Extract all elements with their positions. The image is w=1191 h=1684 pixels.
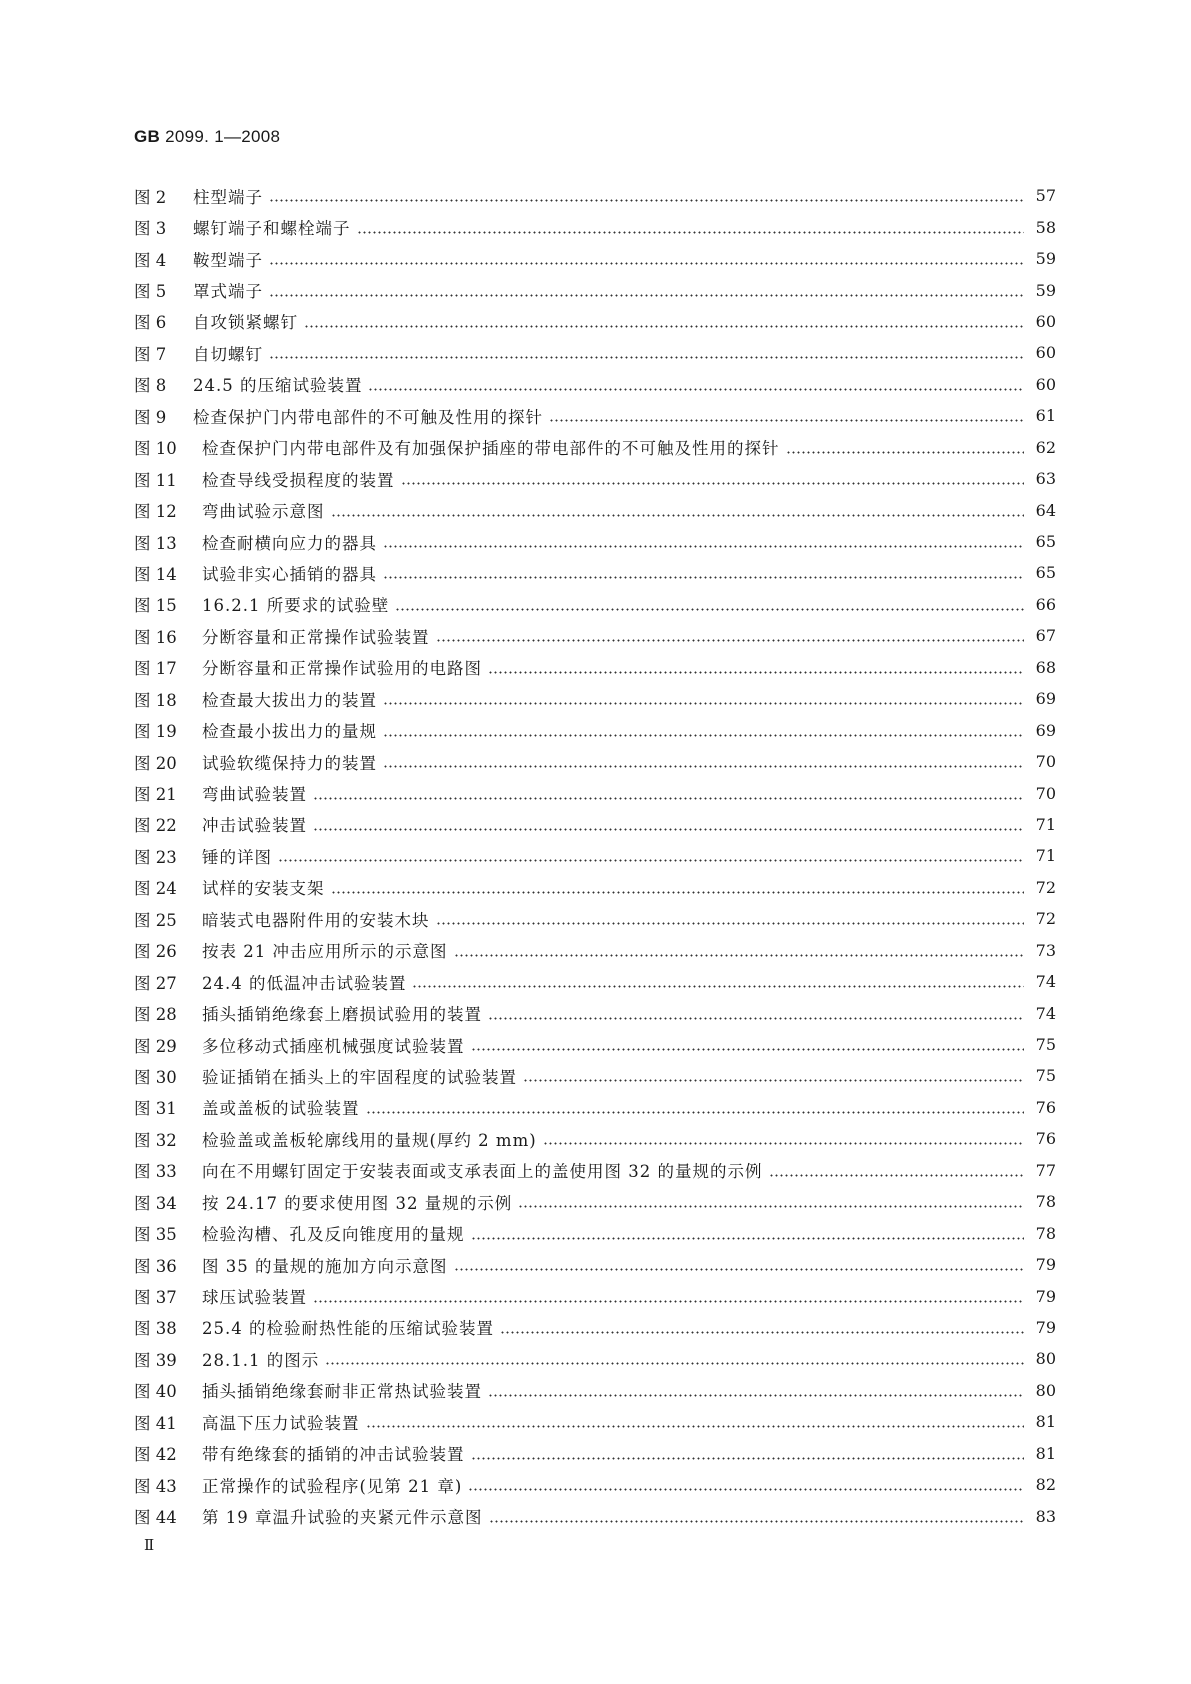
dot-leader: [488, 1394, 1024, 1397]
figure-number: 图 11: [134, 470, 177, 490]
figure-number: 图 27: [134, 973, 177, 993]
page-number: 69: [1035, 689, 1056, 709]
toc-entry[interactable]: [134, 211, 1056, 242]
figure-number: 图 41: [134, 1413, 177, 1433]
page-number: 70: [1035, 752, 1056, 772]
figure-title: 检查最大拔出力的装置: [202, 690, 377, 710]
figure-title: 第 19 章温升试验的夹紧元件示意图: [202, 1508, 483, 1528]
figure-title: 试验软缆保持力的装置: [202, 753, 377, 773]
page-number: 81: [1035, 1412, 1056, 1432]
figure-number: 图 31: [134, 1099, 177, 1119]
page-number: 61: [1035, 406, 1056, 426]
dot-leader: [436, 922, 1025, 925]
page-number: 79: [1035, 1286, 1056, 1306]
figure-title: 锤的详图: [202, 847, 272, 867]
figure-title: 24.4 的低温冲击试验装置: [202, 973, 407, 993]
page-number: 71: [1035, 846, 1056, 866]
toc-entry[interactable]: [134, 306, 1056, 337]
figure-title: 检查保护门内带电部件及有加强保护插座的带电部件的不可触及性用的探针: [202, 439, 780, 459]
figure-number: 图 36: [134, 1256, 177, 1276]
figure-number: 图 14: [134, 564, 177, 584]
dot-leader: [471, 1457, 1025, 1460]
toc-entry[interactable]: [134, 966, 1056, 997]
figure-title: 试验非实心插销的器具: [202, 564, 377, 584]
page-number: 76: [1035, 1097, 1056, 1117]
dot-leader: [769, 1174, 1025, 1177]
dot-leader: [366, 1425, 1025, 1428]
page-number: 83: [1035, 1506, 1056, 1526]
figure-number: 图 30: [134, 1067, 177, 1087]
figure-number: 图 21: [134, 785, 177, 805]
figure-title: 自攻锁紧螺钉: [193, 313, 298, 333]
toc-entry[interactable]: [134, 463, 1056, 494]
page-number: 69: [1035, 720, 1056, 740]
toc-entry[interactable]: [134, 620, 1056, 651]
figure-number: 图 37: [134, 1288, 177, 1308]
figure-number: 图 25: [134, 910, 177, 930]
page-number: 82: [1035, 1475, 1056, 1495]
figure-title: 检查最小拔出力的量规: [202, 722, 377, 742]
page-number: 67: [1035, 626, 1056, 646]
figure-title: 暗装式电器附件用的安装木块: [202, 910, 430, 930]
toc-entry[interactable]: [134, 1375, 1056, 1406]
figure-title: 检查导线受损程度的装置: [202, 470, 395, 490]
figure-number: 图 3: [134, 219, 167, 239]
page-number: 71: [1035, 814, 1056, 834]
dot-leader: [357, 231, 1025, 234]
dot-leader: [401, 482, 1025, 485]
toc-entry[interactable]: [134, 432, 1056, 463]
toc-entry[interactable]: [134, 494, 1056, 525]
toc-entry[interactable]: [134, 1186, 1056, 1217]
toc-entry[interactable]: [134, 1123, 1056, 1154]
toc-entry[interactable]: [134, 1469, 1056, 1500]
page-number: 66: [1035, 594, 1056, 614]
page-number: 65: [1035, 532, 1056, 552]
figure-number: 图 28: [134, 1005, 177, 1025]
toc-entry[interactable]: [134, 903, 1056, 934]
figure-title: 验证插销在插头上的牢固程度的试验装置: [202, 1067, 517, 1087]
figure-title: 鞍型端子: [193, 250, 263, 270]
figure-title: 弯曲试验装置: [202, 785, 307, 805]
dot-leader: [523, 1079, 1024, 1082]
figure-list: [134, 180, 1056, 1532]
figure-title: 按表 21 冲击应用所示的示意图: [202, 942, 448, 962]
toc-entry[interactable]: [134, 1343, 1056, 1374]
page-number: 77: [1035, 1160, 1056, 1180]
page-number: 58: [1035, 217, 1056, 237]
page-number: 72: [1035, 877, 1056, 897]
toc-entry[interactable]: [134, 777, 1056, 808]
figure-title: 弯曲试验示意图: [202, 502, 325, 522]
dot-leader: [366, 1111, 1025, 1114]
figure-title: 向在不用螺钉固定于安装表面或支承表面上的盖使用图 32 的量规的示例: [202, 1162, 763, 1182]
dot-leader: [383, 765, 1024, 768]
dot-leader: [488, 671, 1024, 674]
figure-title: 图 35 的量规的施加方向示意图: [202, 1256, 448, 1276]
toc-entry[interactable]: [134, 1249, 1056, 1280]
figure-title: 插头插销绝缘套耐非正常热试验装置: [202, 1382, 482, 1402]
figure-number: 图 44: [134, 1508, 177, 1528]
toc-entry[interactable]: [134, 589, 1056, 620]
dot-leader: [383, 576, 1024, 579]
figure-number: 图 4: [134, 250, 167, 270]
figure-number: 图 32: [134, 1130, 177, 1150]
figure-number: 图 10: [134, 439, 177, 459]
figure-number: 图 43: [134, 1476, 177, 1496]
figure-number: 图 9: [134, 407, 167, 427]
toc-entry[interactable]: [134, 180, 1056, 211]
dot-leader: [313, 797, 1024, 800]
page-number: 75: [1035, 1066, 1056, 1086]
figure-title: 插头插销绝缘套上磨损试验用的装置: [202, 1005, 482, 1025]
toc-entry[interactable]: [134, 400, 1056, 431]
toc-entry[interactable]: [134, 1280, 1056, 1311]
page-number: 75: [1035, 1035, 1056, 1055]
figure-title: 多位移动式插座机械强度试验装置: [202, 1036, 465, 1056]
page-number: 74: [1035, 972, 1056, 992]
page-number: 65: [1035, 563, 1056, 583]
figure-number: 图 38: [134, 1319, 177, 1339]
dot-leader: [313, 1300, 1024, 1303]
figure-title: 检验沟槽、孔及反向锥度用的量规: [202, 1225, 465, 1245]
figure-number: 图 42: [134, 1445, 177, 1465]
toc-entry[interactable]: [134, 274, 1056, 305]
figure-title: 检查耐横向应力的器具: [202, 533, 377, 553]
page-number: 72: [1035, 909, 1056, 929]
dot-leader: [269, 294, 1024, 297]
figure-title: 28.1.1 的图示: [202, 1350, 320, 1370]
standard-prefix: GB: [134, 127, 161, 146]
toc-entry[interactable]: [134, 369, 1056, 400]
page-number: 60: [1035, 311, 1056, 331]
page-number: 70: [1035, 783, 1056, 803]
figure-number: 图 40: [134, 1382, 177, 1402]
figure-number: 图 19: [134, 722, 177, 742]
toc-entry[interactable]: [134, 652, 1056, 683]
figure-number: 图 29: [134, 1036, 177, 1056]
dot-leader: [395, 608, 1024, 611]
page-number: 80: [1035, 1380, 1056, 1400]
dot-leader: [368, 388, 1024, 391]
figure-title: 按 24.17 的要求使用图 32 量规的示例: [202, 1193, 513, 1213]
page-number-footer: Ⅱ: [144, 1536, 154, 1554]
figure-number: 图 23: [134, 847, 177, 867]
toc-entry[interactable]: [134, 337, 1056, 368]
figure-number: 图 26: [134, 942, 177, 962]
page-number: 59: [1035, 249, 1056, 269]
dot-leader: [518, 1205, 1024, 1208]
toc-entry[interactable]: [134, 1092, 1056, 1123]
figure-title: 盖或盖板的试验装置: [202, 1099, 360, 1119]
dot-leader: [436, 639, 1025, 642]
figure-number: 图 6: [134, 313, 167, 333]
figure-number: 图 16: [134, 627, 177, 647]
toc-entry[interactable]: [134, 1406, 1056, 1437]
page-number: 59: [1035, 280, 1056, 300]
figure-title: 分断容量和正常操作试验用的电路图: [202, 659, 482, 679]
figure-number: 图 8: [134, 376, 167, 396]
figure-title: 螺钉端子和螺栓端子: [193, 219, 351, 239]
toc-entry[interactable]: [134, 872, 1056, 903]
page-number: 76: [1035, 1129, 1056, 1149]
toc-entry[interactable]: [134, 243, 1056, 274]
toc-entry[interactable]: [134, 809, 1056, 840]
dot-leader: [269, 199, 1024, 202]
page-number: 80: [1035, 1349, 1056, 1369]
figure-title: 25.4 的检验耐热性能的压缩试验装置: [202, 1319, 494, 1339]
toc-entry[interactable]: [134, 746, 1056, 777]
standard-number: 2099. 1—2008: [160, 127, 281, 146]
figure-title: 球压试验装置: [202, 1288, 307, 1308]
dot-leader: [549, 419, 1024, 422]
toc-entry[interactable]: [134, 1155, 1056, 1186]
toc-entry[interactable]: [134, 1029, 1056, 1060]
figure-title: 检验盖或盖板轮廓线用的量规(厚约 2 mm): [202, 1130, 537, 1150]
figure-number: 图 22: [134, 816, 177, 836]
figure-number: 图 39: [134, 1350, 177, 1370]
dot-leader: [454, 1268, 1025, 1271]
toc-entry[interactable]: [134, 683, 1056, 714]
dot-leader: [488, 1017, 1024, 1020]
figure-title: 试样的安装支架: [202, 879, 325, 899]
figure-number: 图 34: [134, 1193, 177, 1213]
dot-leader: [471, 1237, 1025, 1240]
figure-number: 图 18: [134, 690, 177, 710]
dot-leader: [383, 734, 1024, 737]
page-number: 81: [1035, 1443, 1056, 1463]
dot-leader: [500, 1331, 1024, 1334]
page-number: 60: [1035, 343, 1056, 363]
figure-title: 检查保护门内带电部件的不可触及性用的探针: [193, 407, 543, 427]
page-number: 78: [1035, 1192, 1056, 1212]
dot-leader: [278, 859, 1024, 862]
figure-number: 图 7: [134, 344, 167, 364]
figure-number: 图 13: [134, 533, 177, 553]
figure-title: 带有绝缘套的插销的冲击试验装置: [202, 1445, 465, 1465]
toc-entry[interactable]: [134, 1438, 1056, 1469]
dot-leader: [383, 702, 1024, 705]
figure-number: 图 5: [134, 282, 167, 302]
page-number: 74: [1035, 1003, 1056, 1023]
dot-leader: [331, 891, 1025, 894]
toc-entry[interactable]: [134, 557, 1056, 588]
figure-title: 24.5 的压缩试验装置: [193, 376, 363, 396]
figure-title: 分断容量和正常操作试验装置: [202, 627, 430, 647]
figure-number: 图 17: [134, 659, 177, 679]
toc-entry[interactable]: [134, 1500, 1056, 1531]
page-number: 62: [1035, 437, 1056, 457]
toc-entry[interactable]: [134, 935, 1056, 966]
figure-number: 图 24: [134, 879, 177, 899]
dot-leader: [313, 828, 1024, 831]
page-number: 79: [1035, 1255, 1056, 1275]
page-number: 64: [1035, 500, 1056, 520]
dot-leader: [543, 1142, 1024, 1145]
figure-number: 图 33: [134, 1162, 177, 1182]
toc-entry[interactable]: [134, 840, 1056, 871]
page-number: 57: [1035, 186, 1056, 206]
figure-number: 图 20: [134, 753, 177, 773]
page-number: 60: [1035, 374, 1056, 394]
document-header: [134, 127, 280, 147]
dot-leader: [269, 356, 1024, 359]
figure-title: 罩式端子: [193, 282, 263, 302]
dot-leader: [454, 954, 1025, 957]
toc-entry[interactable]: [134, 1312, 1056, 1343]
figure-title: 冲击试验装置: [202, 816, 307, 836]
figure-number: 图 15: [134, 596, 177, 616]
figure-title: 16.2.1 所要求的试验壁: [202, 596, 390, 616]
figure-title: 正常操作的试验程序(见第 21 章): [202, 1476, 463, 1496]
page-number: 78: [1035, 1223, 1056, 1243]
dot-leader: [304, 325, 1024, 328]
dot-leader: [468, 1488, 1024, 1491]
figure-number: 图 2: [134, 187, 167, 207]
figure-title: 自切螺钉: [193, 344, 263, 364]
page-number: 73: [1035, 940, 1056, 960]
dot-leader: [269, 262, 1024, 265]
figure-title: 柱型端子: [193, 187, 263, 207]
toc-entry[interactable]: [134, 714, 1056, 745]
dot-leader: [786, 451, 1025, 454]
dot-leader: [325, 1362, 1024, 1365]
dot-leader: [383, 545, 1024, 548]
figure-number: 图 35: [134, 1225, 177, 1245]
page-number: 79: [1035, 1317, 1056, 1337]
toc-entry[interactable]: [134, 1217, 1056, 1248]
page-number: 63: [1035, 469, 1056, 489]
dot-leader: [331, 514, 1025, 517]
dot-leader: [489, 1520, 1025, 1523]
figure-title: 高温下压力试验装置: [202, 1413, 360, 1433]
toc-entry[interactable]: [134, 526, 1056, 557]
dot-leader: [412, 985, 1024, 988]
figure-number: 图 12: [134, 502, 177, 522]
toc-entry[interactable]: [134, 997, 1056, 1028]
page-number: 68: [1035, 657, 1056, 677]
toc-entry[interactable]: [134, 1060, 1056, 1091]
dot-leader: [471, 1048, 1025, 1051]
